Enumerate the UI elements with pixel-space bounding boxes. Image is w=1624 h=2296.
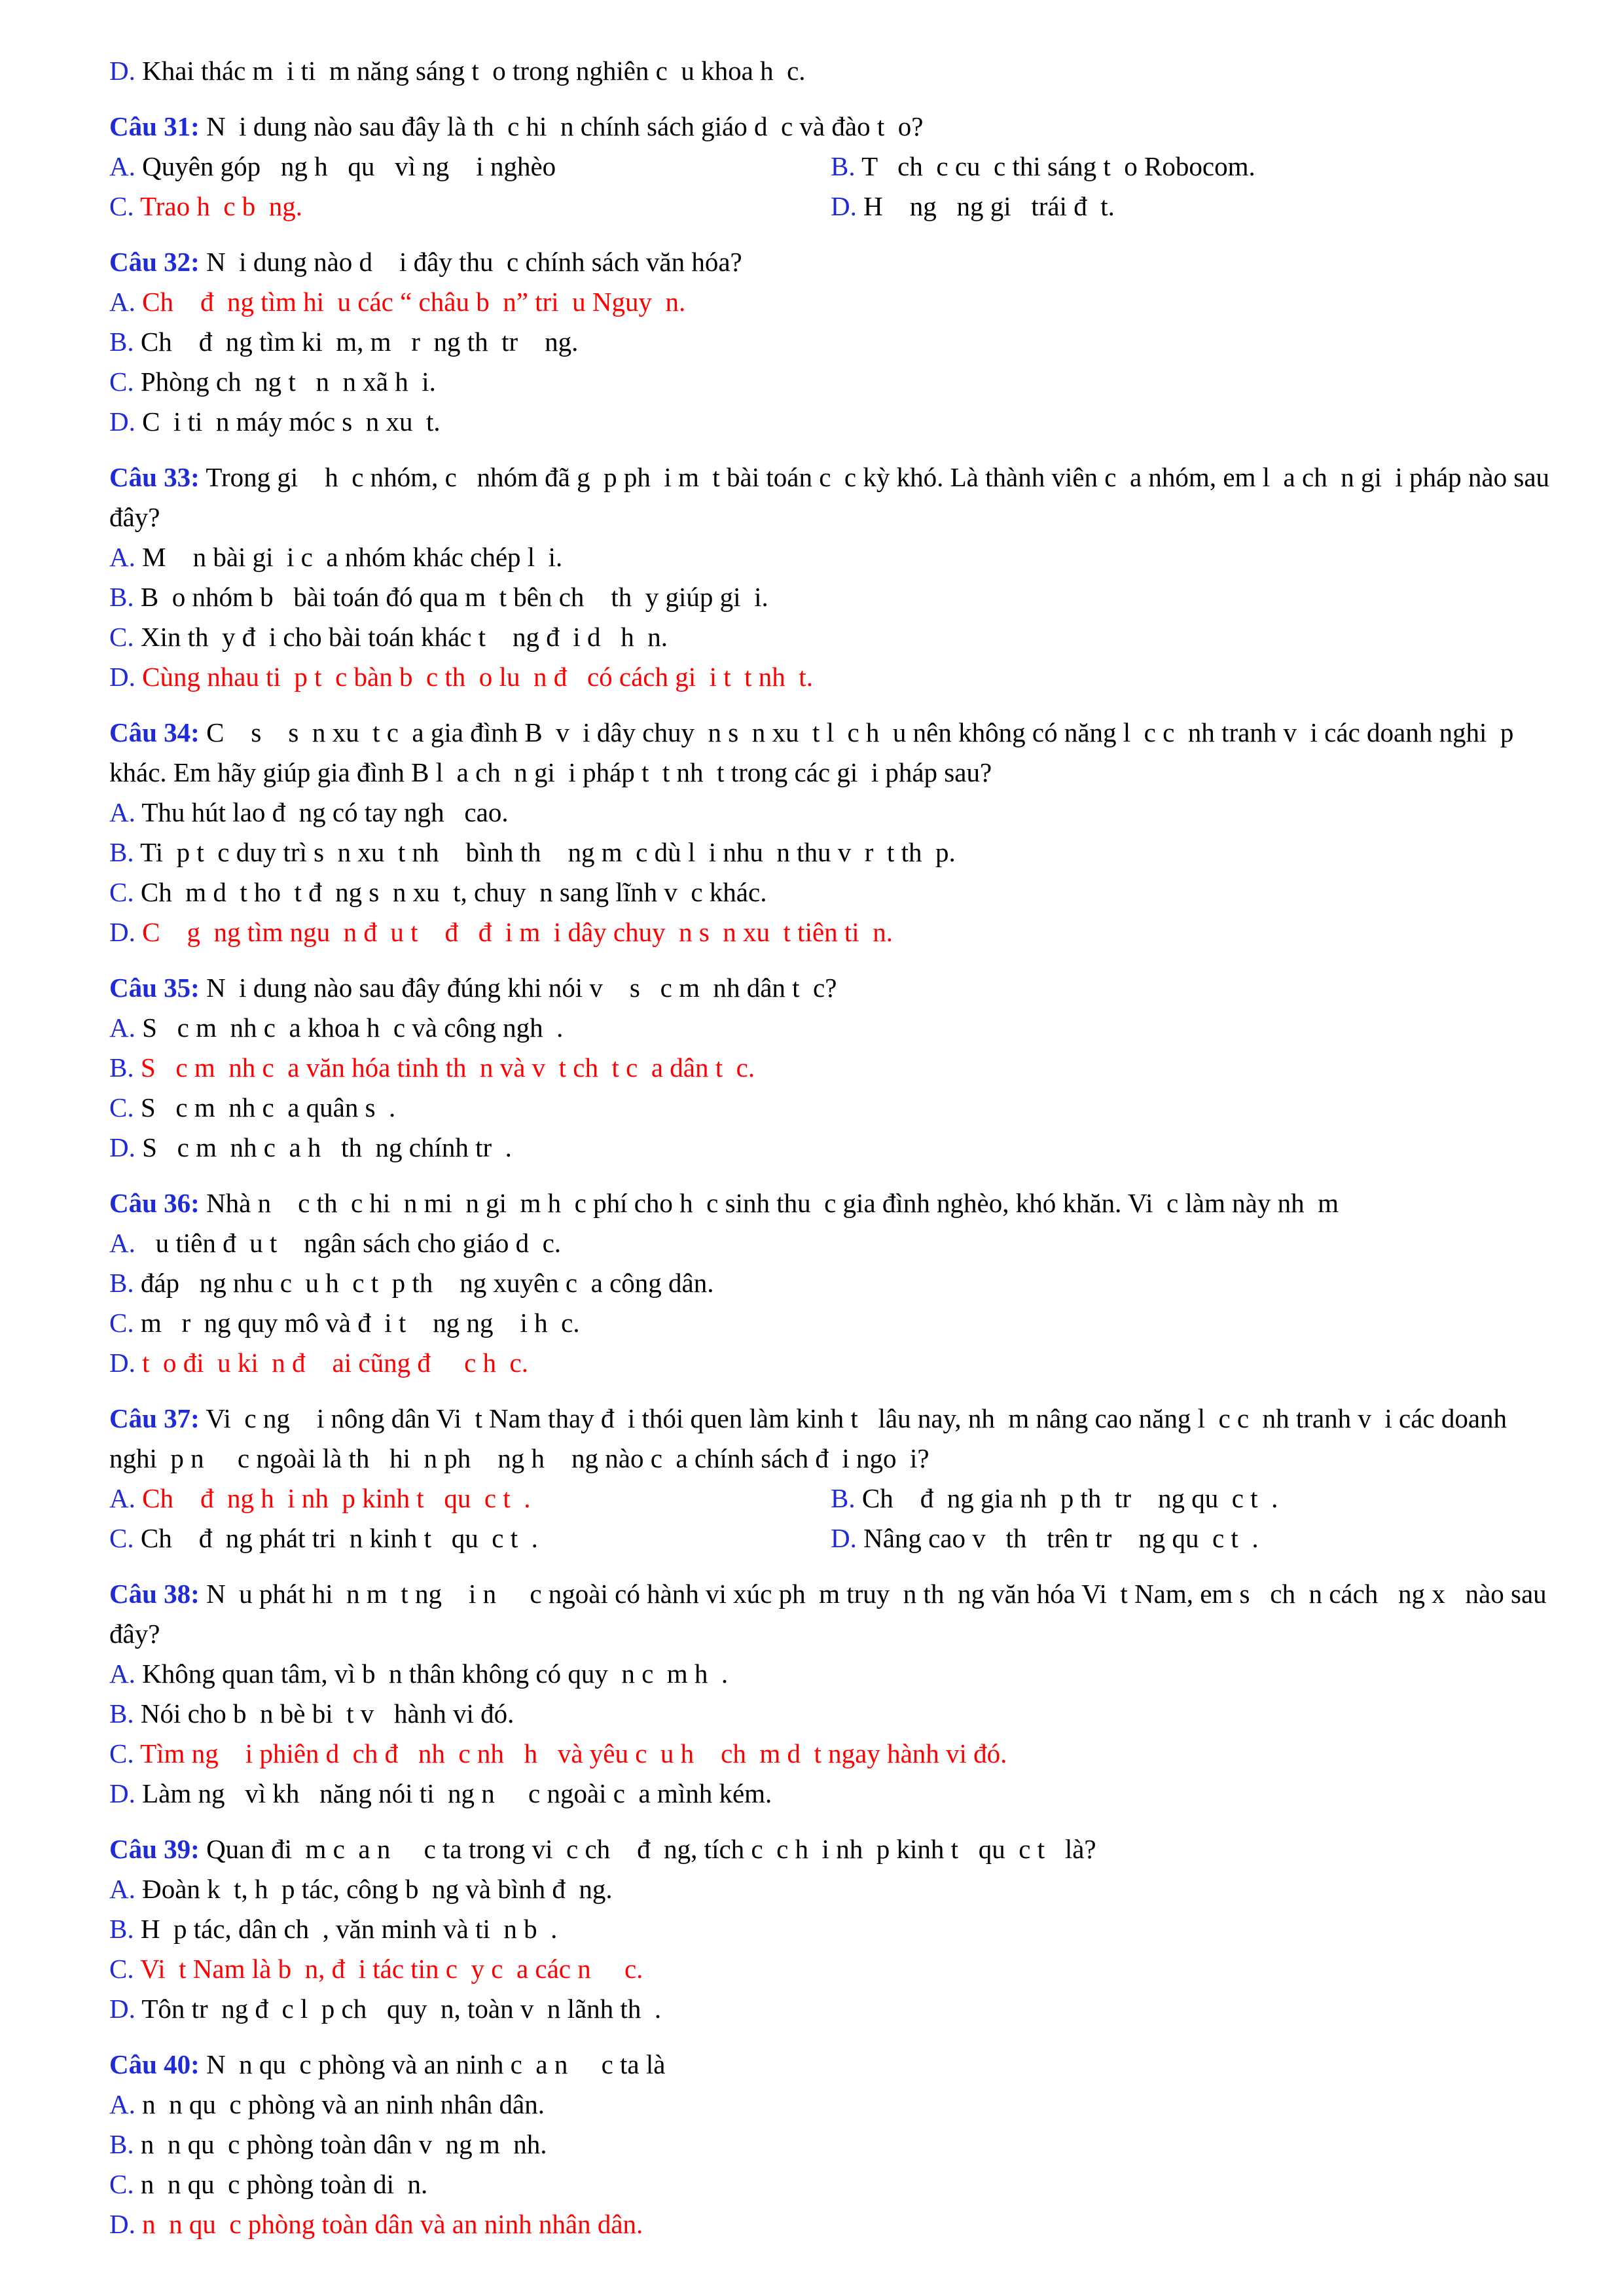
answer-option — [109, 1223, 1557, 1263]
option-text: đáp ng nhu c u h c t p th ng xuyên c a công dân. — [134, 1268, 714, 1298]
option-text: H p tác, dân ch , văn minh và ti n b . — [134, 1914, 558, 1944]
option-text: n n qu c phòng toàn dân v ng m nh. — [134, 2129, 547, 2159]
option-text: Phòng ch ng t n n xã h i. — [134, 367, 436, 397]
option-text: Ch m d t ho t đ ng s n xu t, chuy n sang lĩnh v c khác. — [134, 877, 767, 907]
option-text: Không quan tâm, vì b n thân không có quy n c m h . — [135, 1659, 729, 1689]
question-number: Câu 33: — [109, 462, 200, 492]
answer-option — [109, 2125, 1557, 2164]
question-block — [109, 1829, 1557, 2029]
option-letter: A. — [109, 1228, 135, 1258]
answer-option — [109, 1694, 1557, 1734]
question-text: Quan đi m c a n c ta trong vi c ch đ ng, tích c c h i nh p kinh t qu c t là? — [199, 1834, 1096, 1864]
option-letter: C. — [109, 1954, 134, 1984]
option-letter: C. — [109, 1092, 134, 1122]
answer-option — [109, 1303, 1557, 1343]
answer-option — [109, 833, 1557, 872]
question-number: Câu 36: — [109, 1188, 200, 1218]
answer-option — [109, 282, 1557, 322]
answer-option — [109, 147, 831, 187]
question-text: Nhà n c th c hi n mi n gi m h c phí cho h c sinh thu c gia đình nghèo, khó khăn. Vi c làm này nh m — [199, 1188, 1339, 1218]
question-text: Trong gi h c nhóm, c nhóm đã g p ph i m t bài toán c c kỳ khó. Là thành viên c a nhóm, em l a ch n gi i pháp nào sau đây? — [109, 462, 1557, 532]
question-stem — [109, 1574, 1557, 1654]
question-number: Câu 31: — [109, 111, 200, 141]
answer-option — [831, 147, 1552, 187]
option-letter: C. — [109, 2169, 134, 2199]
answer-option — [831, 1479, 1552, 1518]
question-stem — [109, 713, 1557, 793]
question-block — [109, 457, 1557, 697]
question-text: N i dung nào sau đây đúng khi nói v s c m nh dân t c? — [199, 973, 837, 1003]
option-letter: D. — [109, 662, 135, 692]
answer-option — [109, 362, 1557, 402]
option-row — [109, 1518, 1557, 1558]
option-letter: B. — [109, 1914, 134, 1944]
answer-option — [109, 617, 1557, 657]
answer-option — [109, 1128, 1557, 1168]
option-letter: B. — [109, 1052, 134, 1083]
option-letter: C. — [109, 1738, 134, 1768]
option-letter: D. — [109, 1348, 135, 1378]
option-row — [109, 1479, 1557, 1518]
question-block — [109, 1574, 1557, 1814]
option-text: Ch đ ng h i nh p kinh t qu c t . — [135, 1483, 531, 1513]
answer-option — [109, 1088, 1557, 1128]
question-block — [109, 713, 1557, 952]
option-letter: C. — [109, 367, 134, 397]
option-text: S c m nh c a văn hóa tinh th n và v t ch t c a dân t c. — [134, 1052, 755, 1083]
option-text: Xin th y đ i cho bài toán khác t ng đ i d h n. — [134, 622, 668, 652]
option-letter: A. — [109, 287, 135, 317]
question-stem — [109, 1183, 1557, 1223]
question-stem — [109, 242, 1557, 282]
option-letter: C. — [109, 1523, 134, 1553]
question-text: N i dung nào sau đây là th c hi n chính sách giáo d c và đào t o? — [199, 111, 924, 141]
option-text: t o đi u ki n đ ai cũng đ c h c. — [135, 1348, 528, 1378]
question-block — [109, 968, 1557, 1168]
question-text: N u phát hi n m t ng i n c ngoài có hành vi xúc ph m truy n th ng văn hóa Vi t Nam, em s ch n cách ng x nào sau đây? — [109, 1579, 1553, 1649]
answer-option — [109, 2204, 1557, 2244]
option-letter: D. — [831, 191, 857, 221]
answer-option — [831, 187, 1552, 226]
question-number: Câu 37: — [109, 1403, 200, 1433]
question-block — [109, 1183, 1557, 1383]
option-text: Khai thác m i ti m năng sáng t o trong nghiên c u khoa h c. — [135, 56, 806, 86]
answer-option — [109, 1869, 1557, 1909]
question-stem — [109, 107, 1557, 147]
question-block — [109, 2045, 1557, 2244]
answer-option — [109, 402, 1557, 442]
option-text: Ch đ ng tìm hi u các “ châu b n” tri u Nguy n. — [135, 287, 686, 317]
question-block — [109, 1399, 1557, 1558]
answer-option — [109, 872, 1557, 912]
answer-option — [109, 1343, 1557, 1383]
option-text: Vi t Nam là b n, đ i tác tin c y c a các n c. — [134, 1954, 643, 1984]
answer-option — [109, 2164, 1557, 2204]
option-text: Tôn tr ng đ c l p ch quy n, toàn v n lãnh th . — [135, 1994, 662, 2024]
option-letter: C. — [109, 1308, 134, 1338]
option-text: Ch đ ng tìm ki m, m r ng th tr ng. — [134, 327, 579, 357]
option-text: u tiên đ u t ngân sách cho giáo d c. — [135, 1228, 562, 1258]
answer-option — [109, 322, 1557, 362]
answer-option — [109, 1654, 1557, 1694]
option-letter: C. — [109, 622, 134, 652]
option-letter: D. — [109, 1778, 135, 1808]
option-text: H ng ng gi trái đ t. — [856, 191, 1115, 221]
answer-option — [109, 2085, 1557, 2125]
option-letter: B. — [109, 1698, 134, 1729]
answer-option — [109, 1008, 1557, 1048]
option-letter: A. — [109, 797, 135, 827]
option-letter: D. — [109, 1132, 135, 1162]
option-text: Ch đ ng phát tri n kinh t qu c t . — [134, 1523, 538, 1553]
option-letter: B. — [109, 1268, 134, 1298]
option-letter: D. — [109, 56, 135, 86]
question-number: Câu 32: — [109, 247, 200, 277]
answer-option — [109, 1774, 1557, 1814]
question-text: N n qu c phòng và an ninh c a n c ta là — [199, 2049, 666, 2079]
option-letter: A. — [109, 2089, 135, 2119]
option-letter: C. — [109, 877, 134, 907]
option-letter: B. — [109, 837, 134, 867]
option-letter: B. — [109, 327, 134, 357]
question-stem — [109, 1399, 1557, 1479]
option-letter: D. — [109, 2209, 135, 2239]
question-text: N i dung nào d i đây thu c chính sách văn hóa? — [199, 247, 742, 277]
option-letter: A. — [109, 151, 135, 181]
option-letter: B. — [831, 1483, 856, 1513]
option-text: S c m nh c a quân s . — [134, 1092, 396, 1122]
question-text: Vi c ng i nông dân Vi t Nam thay đ i thói quen làm kinh t lâu nay, nh m nâng cao năng l c c nh tranh v i các doanh nghi p n c ngoài là th hi n ph ng h ng nào c a chính sách đ i ngo i? — [109, 1403, 1514, 1473]
option-text: m r ng quy mô và đ i t ng ng i h c. — [134, 1308, 580, 1338]
question-block — [109, 242, 1557, 442]
question-number: Câu 38: — [109, 1579, 200, 1609]
answer-option — [109, 1479, 831, 1518]
question-number: Câu 35: — [109, 973, 200, 1003]
option-letter: D. — [831, 1523, 857, 1553]
option-text: Trao h c b ng. — [134, 191, 303, 221]
top-option — [109, 51, 1557, 91]
option-text: C i ti n máy móc s n xu t. — [135, 406, 441, 437]
option-text: T ch c cu c thi sáng t o Robocom. — [855, 151, 1255, 181]
answer-option — [109, 912, 1557, 952]
option-text: Ch đ ng gia nh p th tr ng qu c t . — [855, 1483, 1278, 1513]
answer-option — [831, 1518, 1552, 1558]
option-text: Thu hút lao đ ng có tay ngh cao. — [135, 797, 509, 827]
answer-option — [109, 1263, 1557, 1303]
option-text: M n bài gi i c a nhóm khác chép l i. — [135, 542, 563, 572]
answer-option — [109, 1734, 1557, 1774]
answer-option — [109, 577, 1557, 617]
option-letter: D. — [109, 917, 135, 947]
option-text: Cùng nhau ti p t c bàn b c th o lu n đ có cách gi i t t nh t. — [135, 662, 813, 692]
answer-option — [109, 1909, 1557, 1949]
answer-option — [109, 1949, 1557, 1989]
option-text: Đoàn k t, h p tác, công b ng và bình đ ng. — [135, 1874, 613, 1904]
question-number: Câu 40: — [109, 2049, 200, 2079]
option-text: B o nhóm b bài toán đó qua m t bên ch th y giúp gi i. — [134, 582, 768, 612]
question-text: C s s n xu t c a gia đình B v i dây chuy n s n xu t l c h u nên không có năng l c c nh tranh v i các doanh nghi p khác. Em hãy giúp gia đình B l a ch n gi i pháp t t nh t trong các gi i pháp sau? — [109, 717, 1521, 787]
option-text: Làm ng vì kh năng nói ti ng n c ngoài c a mình kém. — [135, 1778, 772, 1808]
option-letter: D. — [109, 1994, 135, 2024]
option-letter: A. — [109, 1483, 135, 1513]
question-list — [109, 107, 1557, 2244]
question-stem — [109, 968, 1557, 1008]
option-row — [109, 147, 1557, 187]
option-text: C g ng tìm ngu n đ u t đ đ i m i dây chuy n s n xu t tiên ti n. — [135, 917, 893, 947]
option-text: n n qu c phòng toàn di n. — [134, 2169, 428, 2199]
option-text: S c m nh c a khoa h c và công ngh . — [135, 1013, 564, 1043]
option-text: Tìm ng i phiên d ch đ nh c nh h và yêu c u h ch m d t ngay hành vi đó. — [134, 1738, 1007, 1768]
option-letter: A. — [109, 542, 135, 572]
option-text: Nói cho b n bè bi t v hành vi đó. — [134, 1698, 514, 1729]
answer-option — [109, 537, 1557, 577]
answer-option — [109, 657, 1557, 697]
option-letter: B. — [109, 2129, 134, 2159]
option-text: Quyên góp ng h qu vì ng i nghèo — [135, 151, 556, 181]
question-stem — [109, 457, 1557, 537]
answer-option — [109, 187, 831, 226]
option-letter: A. — [109, 1874, 135, 1904]
option-text: S c m nh c a h th ng chính tr . — [135, 1132, 512, 1162]
answer-option — [109, 1989, 1557, 2029]
option-text: n n qu c phòng toàn dân và an ninh nhân dân. — [135, 2209, 643, 2239]
option-letter: A. — [109, 1659, 135, 1689]
question-block — [109, 107, 1557, 226]
answer-option — [109, 793, 1557, 833]
question-stem — [109, 1829, 1557, 1869]
option-letter: B. — [109, 582, 134, 612]
question-number: Câu 34: — [109, 717, 200, 747]
option-letter: C. — [109, 191, 134, 221]
option-letter: B. — [831, 151, 856, 181]
option-text: Nâng cao v th trên tr ng qu c t . — [856, 1523, 1259, 1553]
option-letter: D. — [109, 406, 135, 437]
option-letter: A. — [109, 1013, 135, 1043]
question-number: Câu 39: — [109, 1834, 200, 1864]
answer-option — [109, 1048, 1557, 1088]
answer-option — [109, 1518, 831, 1558]
option-text: Ti p t c duy trì s n xu t nh bình th ng m c dù l i nhu n thu v r t th p. — [134, 837, 956, 867]
option-row — [109, 187, 1557, 226]
question-stem — [109, 2045, 1557, 2085]
option-text: n n qu c phòng và an ninh nhân dân. — [135, 2089, 545, 2119]
